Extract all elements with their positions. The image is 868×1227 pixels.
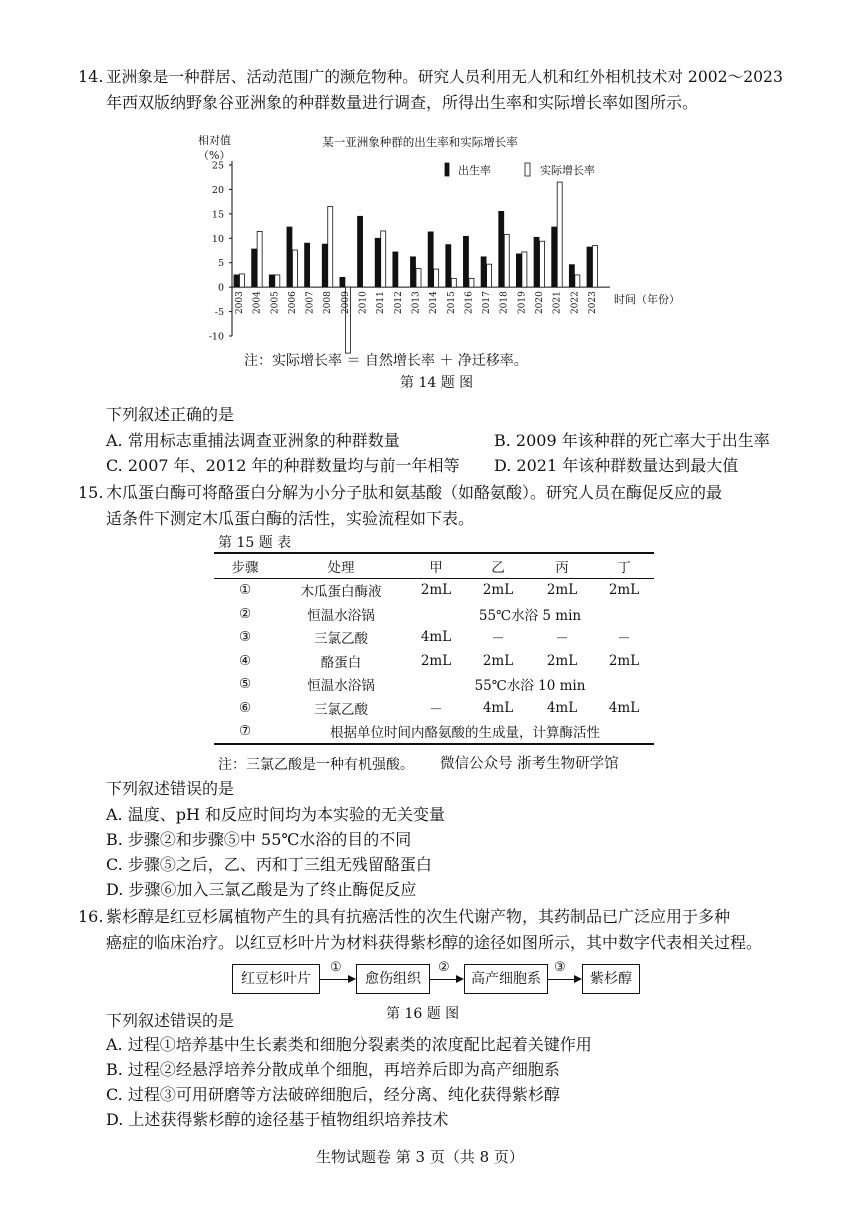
header-cell: 乙	[466, 553, 530, 578]
bar-birth-rate	[411, 257, 416, 287]
flow-box-taxol: 紫杉醇	[582, 964, 640, 994]
q16-option-b: B. 过程②经悬浮培养分散成单个细胞，再培养后即为高产细胞系	[106, 1060, 560, 1079]
table-cell: －	[555, 631, 569, 648]
flow-arrow-2	[430, 979, 456, 980]
table-cell: ①	[238, 582, 252, 599]
bar-growth-rate	[275, 275, 280, 287]
bar-growth-rate	[381, 231, 386, 287]
q16-stem-line2: 癌症的临床治疗。以红豆杉叶片为材料获得紫杉醇的途径如图所示，其中数字代表相关过程。	[106, 933, 763, 952]
bar-birth-rate	[340, 277, 345, 287]
table-cell: 4mL	[420, 629, 452, 646]
flow-arrowhead-3	[574, 975, 582, 983]
y-axis-unit: （%）	[198, 149, 231, 162]
q16-number: 16.	[78, 907, 104, 926]
q14-stem-line1: 亚洲象是一种群居、活动范围广的濒危物种。研究人员利用无人机和红外相机技术对 2002～2023	[106, 68, 783, 86]
x-tick-label: 2006	[287, 291, 298, 315]
table-cell: 木瓜蛋白酶液	[300, 584, 382, 601]
bar-birth-rate	[269, 275, 274, 287]
x-tick-label: 2017	[482, 291, 493, 315]
q14-option-b: B. 2009 年该种群的死亡率大于出生率	[494, 431, 770, 450]
table-row	[214, 696, 654, 720]
x-tick-label: 2013	[411, 291, 422, 315]
q16-stem-line1: 紫杉醇是红豆杉属植物产生的具有抗癌活性的次生代谢产物，其药制品已广泛应用于多种	[106, 907, 731, 926]
table-cell: 2mL	[546, 582, 578, 599]
x-tick-label: 2005	[270, 291, 281, 315]
q15-stem-line1: 木瓜蛋白酶可将酪蛋白分解为小分子肽和氨基酸（如酪氨酸）。研究人员在酶促反应的最	[106, 483, 723, 502]
x-tick-label: 2015	[446, 291, 457, 315]
x-tick-label: 2016	[464, 291, 475, 315]
x-tick-label: 2020	[535, 291, 546, 315]
bar-growth-rate	[575, 275, 580, 287]
y-tick-label: 25	[211, 160, 224, 172]
table-cell: 三氯乙酸	[314, 701, 368, 718]
header-cell: 丁	[594, 553, 654, 578]
table-cell: 4mL	[608, 699, 640, 716]
q15-option-a: A. 温度、pH 和反应时间均为本实验的无关变量	[106, 805, 446, 824]
x-tick-label: 2018	[499, 291, 510, 315]
bar-birth-rate	[463, 236, 468, 287]
legend-swatch-growth-rate	[525, 163, 530, 176]
bar-growth-rate	[593, 246, 598, 288]
header-cell: 步骤	[214, 553, 276, 578]
table-cell: －	[491, 631, 505, 648]
bar-birth-rate	[569, 265, 574, 287]
table-cell: 酪蛋白	[320, 654, 362, 671]
q15-table	[214, 552, 654, 745]
bar-birth-rate	[587, 247, 592, 287]
x-tick-label: 2007	[305, 291, 316, 315]
table-cell: ⑤	[238, 676, 252, 693]
table-cell: ③	[238, 629, 252, 646]
header-cell: 处理	[276, 553, 406, 578]
table-cell: 2mL	[420, 582, 452, 599]
y-tick-label: 10	[211, 233, 224, 245]
q14-chart	[180, 128, 680, 368]
x-axis-label: 时间（年份）	[614, 293, 680, 307]
table-cell: 55℃水浴 5 min	[478, 607, 582, 624]
table-cell: ④	[238, 652, 252, 669]
bar-birth-rate	[287, 227, 292, 287]
table-cell: －	[429, 701, 443, 718]
q16-caption: 第 16 题 图	[386, 1006, 460, 1022]
bar-birth-rate	[234, 275, 239, 287]
bar-birth-rate	[305, 243, 310, 287]
table-cell: 2mL	[482, 652, 514, 669]
table-cell: 恒温水浴锅	[307, 607, 375, 624]
bar-growth-rate	[257, 231, 262, 287]
x-tick-label: 2012	[393, 291, 404, 315]
flow-box-leaf: 红豆杉叶片	[232, 964, 320, 994]
chart-title: 某一亚洲象种群的出生率和实际增长率	[322, 135, 518, 149]
table-cell: 2mL	[608, 582, 640, 599]
watermark: 微信公众号 浙考生物研学馆	[440, 756, 619, 772]
bar-birth-rate	[552, 227, 557, 287]
y-tick-label: 15	[211, 209, 224, 221]
table-row	[214, 649, 654, 673]
table-cell: ⑥	[238, 699, 252, 716]
x-tick-label: 2004	[252, 291, 263, 315]
x-tick-label: 2022	[570, 291, 581, 315]
y-tick-label: 20	[211, 184, 224, 196]
legend-label-growth-rate: 实际增长率	[540, 164, 595, 177]
q15-question: 下列叙述错误的是	[106, 779, 235, 798]
y-tick-label: 0	[217, 282, 224, 294]
q15-option-b: B. 步骤②和步骤⑤中 55℃水浴的目的不同	[106, 830, 412, 849]
x-tick-label: 2011	[376, 291, 387, 315]
bar-birth-rate	[534, 237, 539, 287]
table-cell: 4mL	[482, 699, 514, 716]
table-cell: 2mL	[546, 652, 578, 669]
bar-growth-rate	[487, 264, 492, 287]
bar-growth-rate	[540, 241, 545, 287]
q14-stem-line2: 年西双版纳野象谷亚洲象的种群数量进行调查，所得出生率和实际增长率如图所示。	[106, 93, 699, 112]
page-footer: 生物试题卷 第 3 页（共 8 页）	[316, 1148, 524, 1166]
legend-swatch-birth-rate	[445, 163, 449, 176]
q15-stem-line2: 适条件下测定木瓜蛋白酶的活性，实验流程如下表。	[106, 509, 475, 528]
bar-birth-rate	[322, 244, 327, 287]
flow-step-3: ③	[554, 960, 566, 975]
table-row	[214, 602, 654, 626]
table-cell: 2mL	[420, 652, 452, 669]
bar-growth-rate	[292, 250, 297, 287]
q14-caption: 第 14 题 图	[400, 375, 474, 391]
q14-option-d: D. 2021 年该种群数量达到最大值	[494, 456, 739, 475]
table-cell: 三氯乙酸	[314, 631, 368, 648]
q15-option-d: D. 步骤⑥加入三氯乙酸是为了终止酶促反应	[106, 880, 417, 899]
bar-growth-rate	[557, 182, 562, 287]
table-row	[214, 626, 654, 650]
q14-option-a: A. 常用标志重捕法调查亚洲象的种群数量	[106, 431, 400, 450]
chart-note: 注：实际增长率 ＝ 自然增长率 ＋ 净迁移率。	[244, 353, 528, 369]
y-axis-label: 相对值	[198, 134, 231, 147]
q14-question: 下列叙述正确的是	[106, 405, 235, 424]
table-header-row	[214, 553, 654, 578]
table-row	[214, 720, 654, 745]
table-cell: 恒温水浴锅	[307, 678, 375, 695]
x-tick-label: 2019	[517, 291, 528, 315]
table-cell: 根据单位时间内酪氨酸的生成量，计算酶活性	[276, 720, 654, 745]
bar-growth-rate	[451, 278, 456, 287]
bar-growth-rate	[469, 278, 474, 287]
table-cell: －	[617, 631, 631, 648]
q14-number: 14.	[78, 67, 104, 86]
q16-option-d: D. 上述获得紫杉醇的途径基于植物组织培养技术	[106, 1110, 449, 1129]
flow-arrow-1	[320, 979, 348, 980]
q15-number: 15.	[78, 483, 104, 502]
x-tick-label: 2003	[235, 291, 245, 315]
x-tick-label: 2021	[552, 291, 563, 315]
flow-step-1: ①	[330, 960, 342, 975]
table-cell: ②	[238, 605, 252, 622]
x-tick-label: 2008	[323, 291, 334, 315]
bar-birth-rate	[481, 257, 486, 287]
bar-birth-rate	[252, 249, 257, 287]
header-cell: 甲	[406, 553, 466, 578]
table-row	[214, 578, 654, 602]
legend-label-birth-rate: 出生率	[458, 164, 491, 177]
table-row	[214, 673, 654, 697]
flow-box-cell-line: 高产细胞系	[464, 964, 548, 994]
x-tick-label: 2010	[358, 291, 369, 315]
flow-step-2: ②	[438, 960, 450, 975]
table-cell: ⑦	[214, 720, 276, 745]
bar-growth-rate	[240, 274, 245, 287]
x-tick-label: 2023	[588, 291, 598, 315]
y-tick-label: 5	[217, 258, 224, 270]
q15-table-note: 注：三氯乙酸是一种有机强酸。	[218, 757, 414, 773]
table-cell: 2mL	[482, 582, 514, 599]
x-tick-label: 2009	[340, 291, 351, 315]
bar-growth-rate	[504, 234, 509, 287]
q15-table-title: 第 15 题 表	[218, 535, 292, 551]
bar-birth-rate	[393, 252, 398, 287]
y-tick-label: -5	[214, 307, 224, 319]
q16-option-a: A. 过程①培养基中生长素类和细胞分裂素类的浓度配比起着关键作用	[106, 1035, 592, 1054]
flow-arrow-3	[548, 979, 574, 980]
table-cell: 55℃水浴 10 min	[474, 678, 586, 695]
y-tick-label: -10	[208, 331, 224, 343]
bar-birth-rate	[428, 232, 433, 287]
bar-growth-rate	[328, 207, 333, 288]
bar-birth-rate	[499, 211, 504, 287]
bar-birth-rate	[375, 238, 380, 287]
q16-option-c: C. 过程③可用研磨等方法破碎细胞后，经分离、纯化获得紫杉醇	[106, 1085, 560, 1104]
q16-question: 下列叙述错误的是	[106, 1011, 235, 1030]
table-cell: 4mL	[546, 699, 578, 716]
x-tick-label: 2014	[429, 291, 440, 315]
bar-birth-rate	[516, 254, 521, 287]
flow-box-callus: 愈伤组织	[356, 964, 430, 994]
bar-growth-rate	[434, 269, 439, 287]
flow-arrowhead-1	[348, 975, 356, 983]
bar-growth-rate	[416, 269, 421, 288]
q15-option-c: C. 步骤⑤之后，乙、丙和丁三组无残留酪蛋白	[106, 855, 432, 874]
bar-birth-rate	[446, 245, 451, 288]
table-cell: 2mL	[608, 652, 640, 669]
bar-growth-rate	[522, 252, 527, 287]
q14-option-c: C. 2007 年、2012 年的种群数量均与前一年相等	[106, 456, 460, 475]
flow-arrowhead-2	[456, 975, 464, 983]
header-cell: 丙	[530, 553, 594, 578]
bar-birth-rate	[358, 216, 363, 287]
